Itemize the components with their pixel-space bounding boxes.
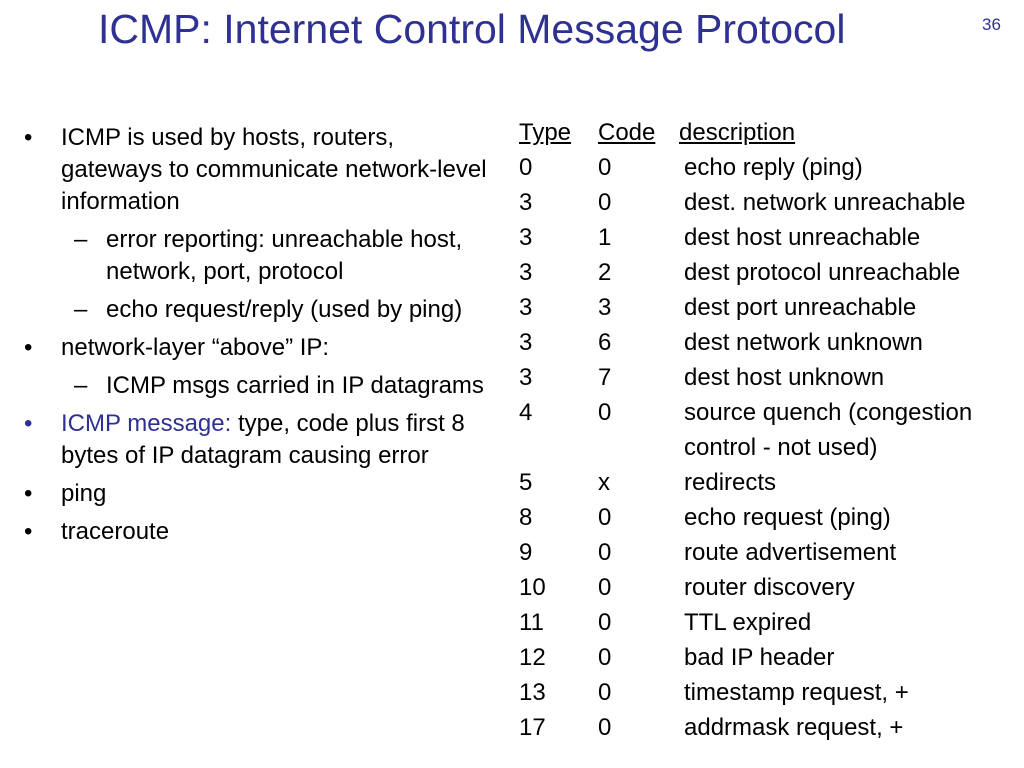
bullet-text: type, code plus first 8 bytes of IP datagram causing error	[61, 410, 465, 469]
code-cell: 2	[598, 259, 612, 286]
dash-marker: –	[74, 372, 88, 399]
bullet-item	[0, 408, 490, 472]
bullet-item	[0, 478, 490, 510]
slide-number: 36	[982, 15, 1001, 34]
description-cell: echo request (ping)	[684, 504, 891, 531]
code-cell: 7	[598, 364, 612, 391]
type-cell: 17	[519, 714, 546, 741]
description-cell: control - not used)	[684, 434, 878, 461]
bullet-item	[0, 516, 490, 548]
bullet-text: traceroute	[61, 518, 170, 545]
bullet-text: ICMP is used by hosts, routers, gateways to communicate network-level information	[61, 124, 487, 215]
code-cell: x	[598, 469, 610, 496]
sub-bullet-item	[0, 224, 490, 288]
bullet-lead-text: ICMP message:	[61, 410, 232, 437]
description-cell: source quench (congestion	[684, 399, 973, 426]
bullet-item	[0, 122, 490, 218]
type-cell: 3	[519, 259, 533, 286]
description-cell: echo reply (ping)	[684, 154, 863, 181]
code-cell: 0	[598, 504, 612, 531]
type-cell: 5	[519, 469, 533, 496]
code-cell: 0	[598, 714, 612, 741]
type-cell: 3	[519, 364, 533, 391]
description-cell: dest protocol unreachable	[684, 259, 961, 286]
code-cell: 0	[598, 189, 612, 216]
description-cell: route advertisement	[684, 539, 897, 566]
bullet-marker: •	[24, 334, 33, 361]
code-cell: 6	[598, 329, 612, 356]
dash-marker: –	[74, 226, 88, 253]
type-cell: 0	[519, 154, 533, 181]
code-cell: 0	[598, 574, 612, 601]
description-cell: dest port unreachable	[684, 294, 917, 321]
sub-bullet-text: echo request/reply (used by ping)	[106, 296, 463, 323]
bullet-text: ping	[61, 480, 107, 507]
description-cell: router discovery	[684, 574, 855, 601]
bullet-marker: •	[24, 124, 33, 151]
code-cell: 0	[598, 609, 612, 636]
type-cell: 11	[519, 609, 544, 636]
slide-title: ICMP: Internet Control Message Protocol	[98, 6, 846, 52]
code-cell: 0	[598, 644, 612, 671]
type-cell: 10	[519, 574, 546, 601]
description-cell: addrmask request, +	[684, 714, 904, 741]
type-cell: 8	[519, 504, 533, 531]
sub-bullet-text: ICMP msgs carried in IP datagrams	[106, 372, 484, 399]
description-cell: redirects	[684, 469, 777, 496]
type-cell: 3	[519, 189, 533, 216]
description-cell: dest network unknown	[684, 329, 923, 356]
dash-marker: –	[74, 296, 88, 323]
code-cell: 3	[598, 294, 612, 321]
type-cell: 12	[519, 644, 546, 671]
column-header-code: Code	[598, 119, 656, 146]
sub-bullet-item	[0, 294, 490, 326]
description-cell: TTL expired	[684, 609, 812, 636]
bullet-text: network-layer “above” IP:	[61, 334, 330, 361]
bullet-marker: •	[24, 410, 33, 437]
bullet-marker: •	[24, 480, 33, 507]
bullet-marker: •	[24, 518, 33, 545]
column-header-type: Type	[519, 119, 572, 146]
description-cell: bad IP header	[684, 644, 835, 671]
type-cell: 9	[519, 539, 533, 566]
description-cell: dest host unreachable	[684, 224, 921, 251]
description-cell: dest. network unreachable	[684, 189, 966, 216]
type-cell: 4	[519, 399, 533, 426]
code-cell: 0	[598, 679, 612, 706]
code-cell: 0	[598, 154, 612, 181]
code-cell: 0	[598, 399, 612, 426]
column-header-description: description	[679, 119, 796, 146]
bullet-item	[0, 332, 490, 364]
code-cell: 0	[598, 539, 612, 566]
type-cell: 3	[519, 224, 533, 251]
type-cell: 13	[519, 679, 546, 706]
sub-bullet-item	[0, 370, 490, 402]
description-cell: dest host unknown	[684, 364, 885, 391]
description-cell: timestamp request, +	[684, 679, 909, 706]
bullet-list	[0, 122, 490, 554]
type-cell: 3	[519, 294, 533, 321]
type-cell: 3	[519, 329, 533, 356]
code-cell: 1	[598, 224, 612, 251]
sub-bullet-text: error reporting: unreachable host, network, port, protocol	[106, 226, 463, 285]
